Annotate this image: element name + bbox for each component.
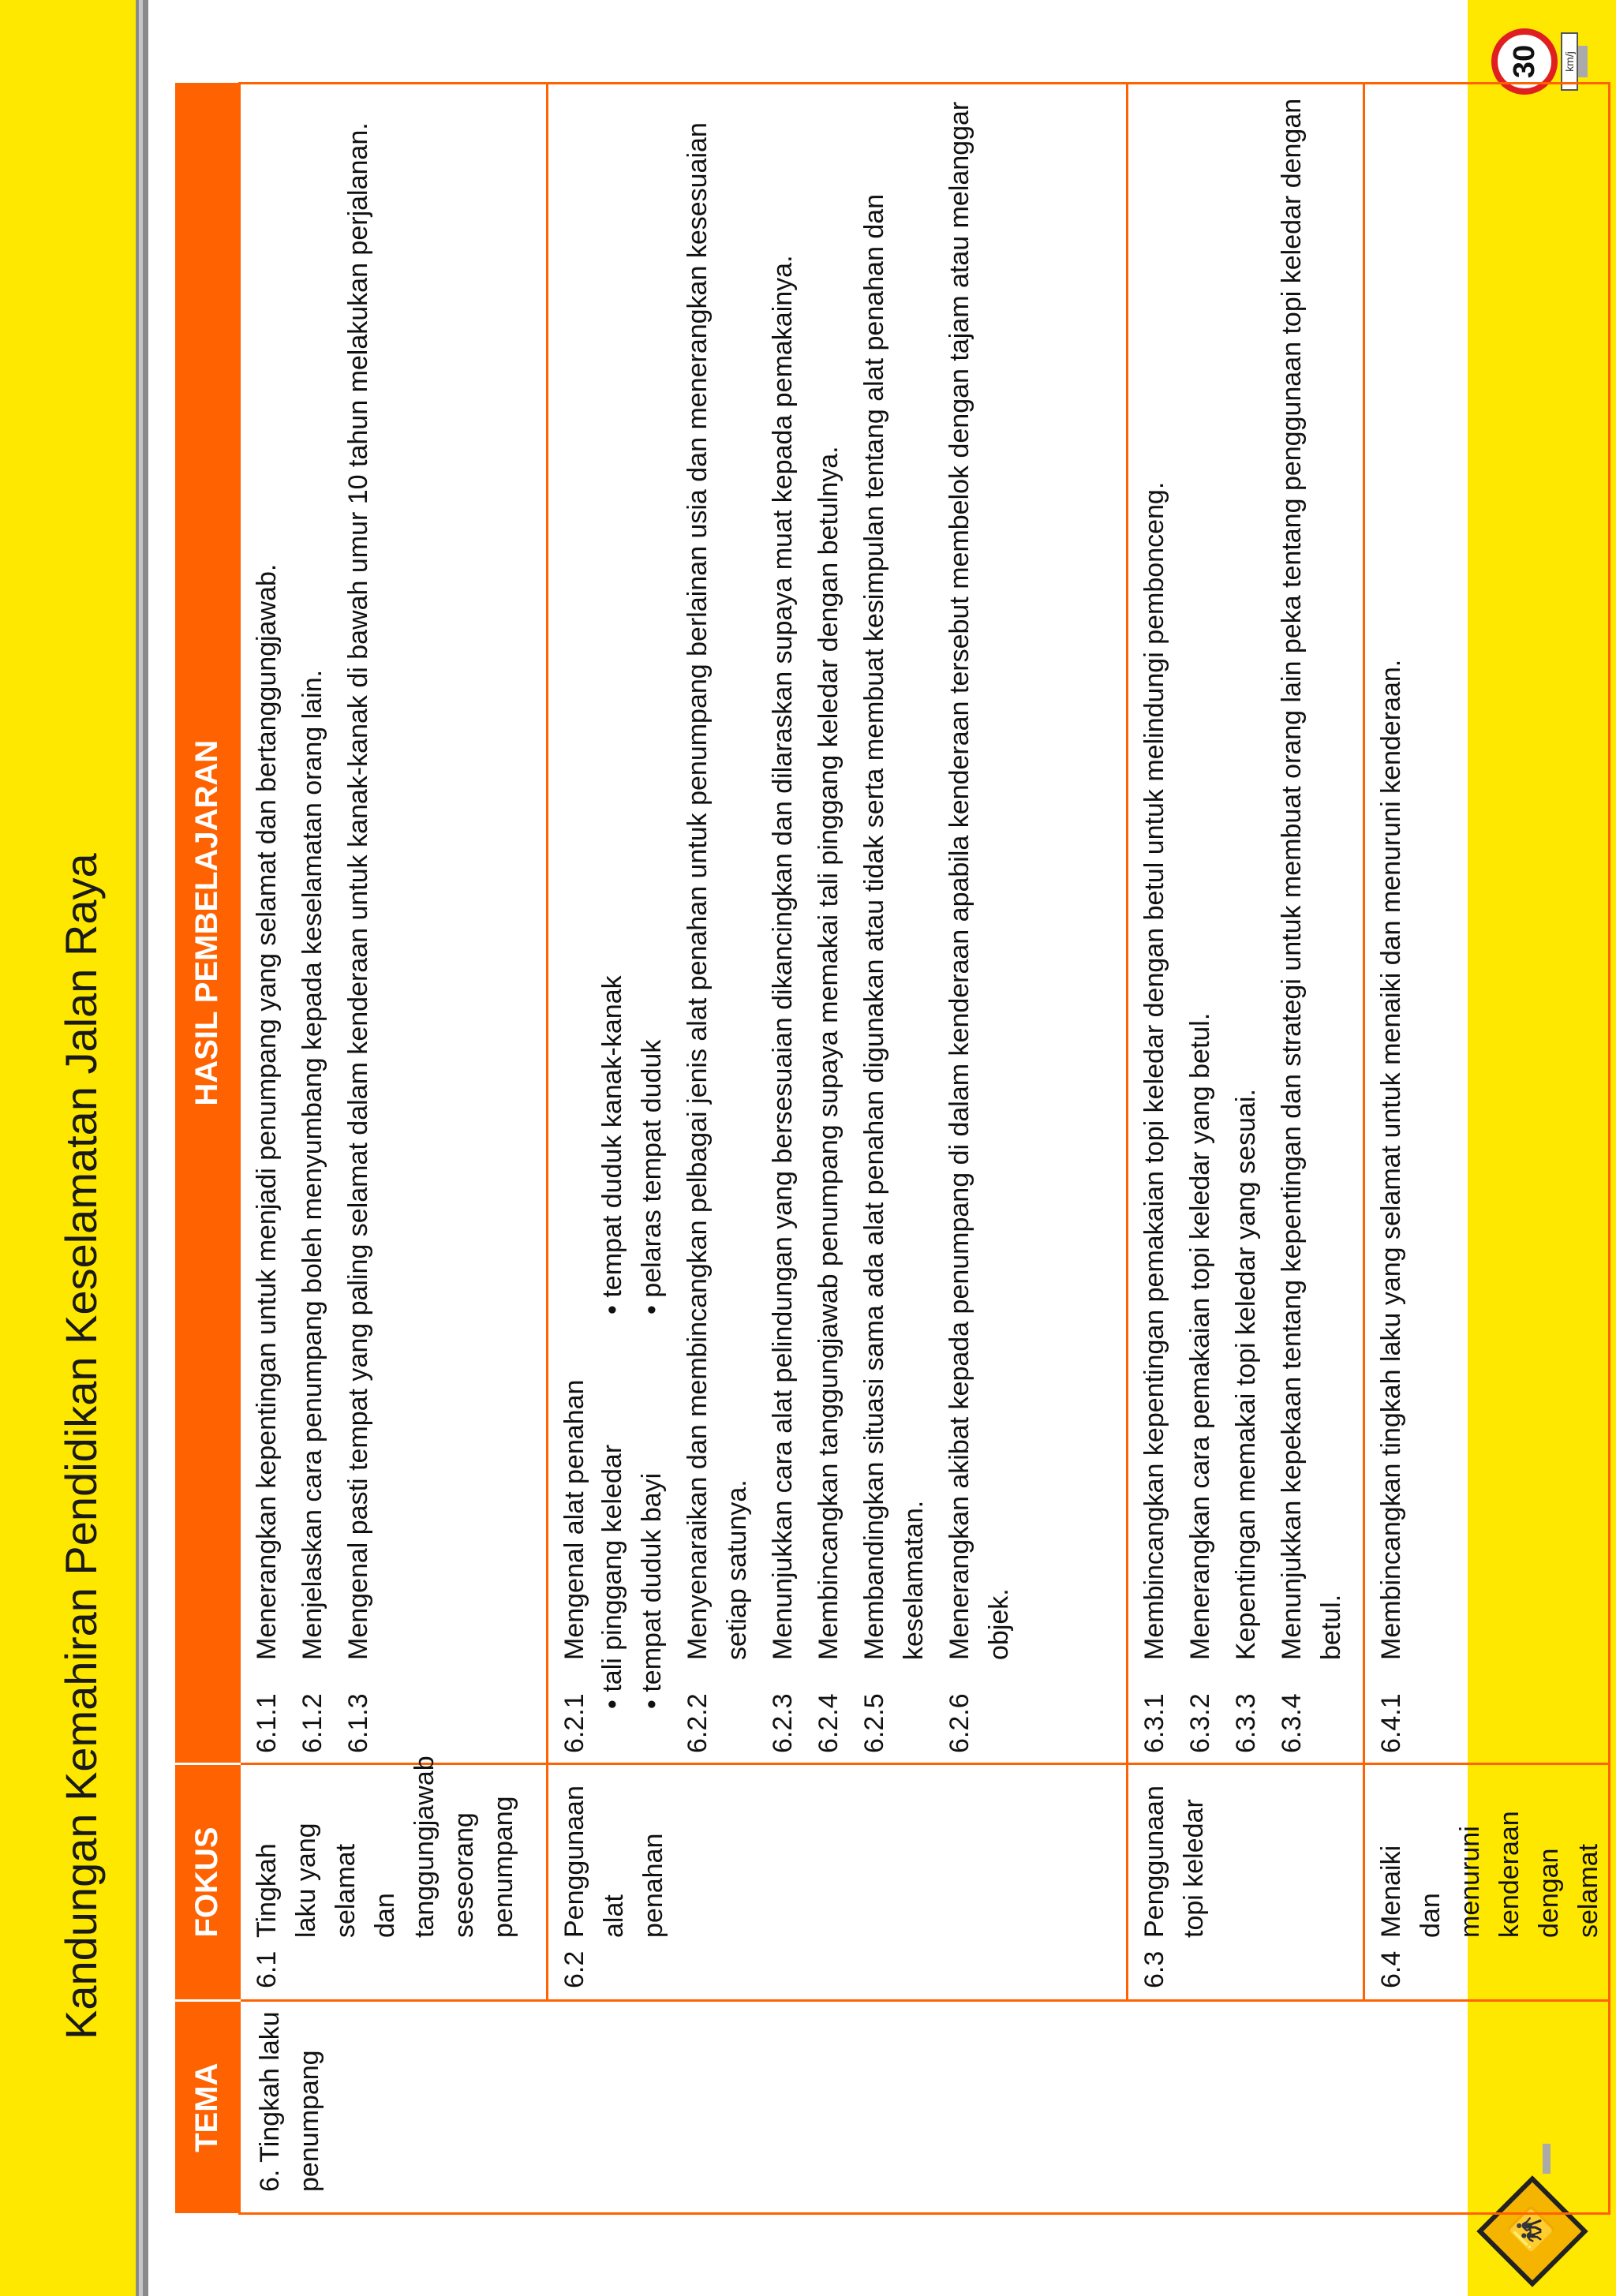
fokus-label: Menaiki dan menuruni kenderaan dengan selamat [1376, 1811, 1603, 1938]
bullet-item: • tempat duduk bayi [637, 1472, 667, 1709]
list-item: 6.3.4 Menunjukkan kepekaan tentang kepentingan dan strategi untuk membuat orang lain peka tentang penggunaan topi keledar dengan betul. [1277, 98, 1346, 1753]
table-header-row [175, 84, 240, 2214]
header-tema: TEMA [175, 2001, 240, 2214]
table-row [1364, 84, 1610, 2214]
hasil-cell [1128, 84, 1364, 1764]
fokus-label: Penggunaan topi keledar [1139, 1786, 1209, 1938]
table-row [240, 84, 548, 2214]
hasil-cell [1364, 84, 1610, 1764]
fokus-number: 6.1 [252, 1950, 282, 1988]
list-item: 6.1.2 Menjelaskan cara penumpang boleh menyumbang kepada keselamatan orang lain. [297, 669, 327, 1753]
list-item: 6.4.1 Membincangkan tingkah laku yang selamat untuk menaiki dan menuruni kenderaan. [1376, 659, 1406, 1753]
list-item: 6.2.2 Menyenaraikan dan membincangkan pelbagai jenis alat penahan untuk penumpang berlainan usia dan menerangkan kesesuaian setiap satunya. [683, 122, 752, 1753]
page-title: Kandungan Kemahiran Pendidikan Keselamatan Jalan Raya [56, 853, 106, 2040]
bullet-item: • pelaras tempat duduk [637, 1039, 667, 1314]
hasil-cell [548, 84, 1128, 1764]
restraint-bullets [593, 94, 671, 1753]
list-item: 6.2.6 Menerangkan akibat kepada penumpang di dalam kenderaan apabila kenderaan tersebut membelok dengan tajam atau melanggar objek. [945, 101, 1014, 1753]
header-fokus: FOKUS [175, 1764, 240, 2001]
tema-cell: 6. Tingkah laku penumpang [240, 2001, 1610, 2214]
list-item: 6.2.4 Membincangkan tanggungjawab penumpang supaya memakai tali pinggang keledar dengan betulnya. [814, 446, 844, 1753]
list-item: 6.2.5 Membandingkan situasi sama ada alat penahan digunakan atau tidak serta membuat kesimpulan tentang alat penahan dan keselamatan. [859, 193, 929, 1753]
list-item: 6.2.3 Menunjukkan cara alat pelindungan yang bersesuaian dikancingkan dan dilaraskan supaya muat kepada pemakainya. [768, 255, 798, 1753]
fokus-number: 6.2 [559, 1950, 589, 1988]
list-item: 6.1.3 Mengenal pasti tempat yang paling selamat dalam kenderaan untuk kanak-kanak di bawah umur 10 tahun melakukan perjalanan. [343, 122, 373, 1753]
table-row [1128, 84, 1364, 2214]
list-item: 6.2.1 Mengenal alat penahan [559, 1379, 589, 1753]
header-hasil: HASIL PEMBELAJARAN [175, 84, 240, 1764]
fokus-cell [1128, 1764, 1364, 2001]
bullet-item: • tempat duduk kanak-kanak [597, 975, 627, 1314]
curriculum-table [175, 82, 1610, 2215]
list-item: 6.1.1 Menerangkan kepentingan untuk menjadi penumpang yang selamat dan bertanggungjawab. [252, 563, 282, 1753]
list-item: 6.3.1 Membincangkan kepentingan pemakaian topi keledar dengan betul untuk melindungi pembonceng. [1139, 481, 1169, 1753]
hasil-cell [240, 84, 548, 1764]
speed-unit-label: km/j [1561, 32, 1578, 91]
list-item: 6.3.2 Menerangkan cara pemakaian topi keledar yang betul. [1185, 1012, 1215, 1753]
list-item: 6.3.3 Kepentingan memakai topi keledar yang sesuai. [1231, 1089, 1261, 1753]
fokus-number: 6.4 [1376, 1950, 1406, 1988]
fokus-cell [548, 1764, 1128, 2001]
fokus-cell [1364, 1764, 1610, 2001]
fokus-cell [240, 1756, 548, 2001]
fokus-number: 6.3 [1139, 1950, 1169, 1988]
children-crossing-sign-icon: 🚸 [1476, 2170, 1594, 2288]
bullet-item: • tali pinggang keledar [597, 1444, 627, 1709]
table-row [548, 84, 1128, 2214]
speed-limit-sign-icon: 30 [1491, 28, 1558, 95]
fokus-label: Penggunaan alat penahan [559, 1786, 668, 1938]
fokus-label: Tingkah laku yang selamat dan tanggungjawab seseorang penumpang [252, 1756, 518, 1938]
speed-sign-post [1578, 46, 1588, 77]
